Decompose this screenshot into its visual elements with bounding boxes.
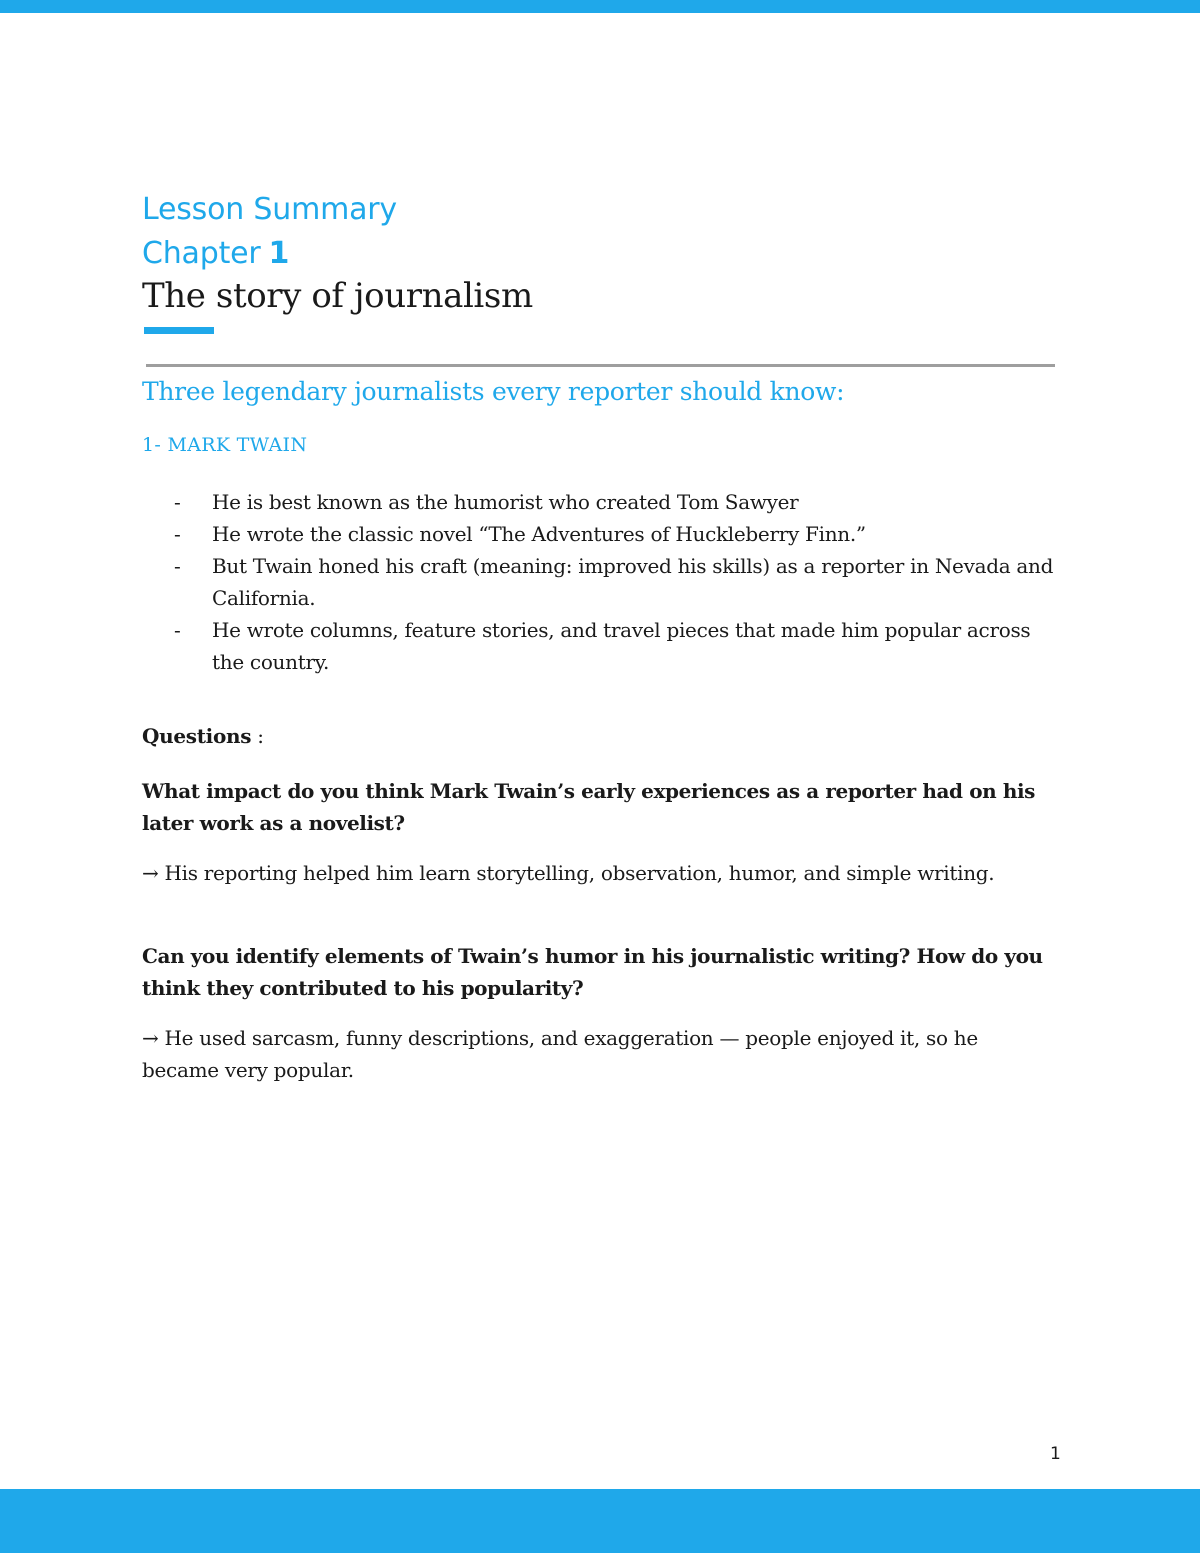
page-title: The story of journalism	[142, 276, 533, 316]
chapter-label	[142, 234, 289, 274]
list-item	[142, 550, 1054, 614]
lesson-summary-label: Lesson Summary	[142, 192, 397, 227]
questions-label-text: Questions	[142, 724, 252, 748]
chapter-word: Chapter	[142, 236, 261, 271]
top-accent-bar	[0, 0, 1200, 13]
bottom-accent-bar	[0, 1489, 1200, 1553]
bullet-dash: -	[174, 618, 181, 642]
list-item	[142, 518, 1054, 550]
bullet-text: He is best known as the humorist who created Tom Sawyer	[212, 490, 799, 514]
answer-1: → His reporting helped him learn storytelling, observation, humor, and simple writing.	[142, 861, 995, 885]
journalist-subheading: 1- MARK TWAIN	[142, 434, 308, 456]
list-item	[142, 614, 1054, 678]
page-number: 1	[1050, 1444, 1061, 1464]
bullet-dash: -	[174, 554, 181, 578]
bullet-dash: -	[174, 522, 181, 546]
bullet-list	[142, 486, 1054, 678]
bullet-text: He wrote columns, feature stories, and travel pieces that made him popular across the country.	[212, 618, 1031, 674]
bullet-text: He wrote the classic novel “The Adventures of Huckleberry Finn.”	[212, 522, 866, 546]
bullet-text: But Twain honed his craft (meaning: improved his skills) as a reporter in Nevada and California.	[212, 554, 1054, 610]
answer-2: → He used sarcasm, funny descriptions, and exaggeration — people enjoyed it, so he became very popular.	[142, 1026, 978, 1082]
section-divider	[146, 364, 1055, 367]
question-1: What impact do you think Mark Twain’s early experiences as a reporter had on his later work as a novelist?	[142, 779, 1036, 835]
question-2: Can you identify elements of Twain’s humor in his journalistic writing? How do you think they contributed to his popularity?	[142, 944, 1043, 1000]
chapter-number: 1	[268, 236, 290, 271]
title-underline-accent	[144, 327, 214, 334]
list-item	[142, 486, 1054, 518]
questions-label	[142, 721, 264, 751]
questions-label-suffix: :	[251, 724, 264, 748]
bullet-dash: -	[174, 490, 181, 514]
section-heading: Three legendary journalists every reporter should know:	[142, 377, 845, 406]
